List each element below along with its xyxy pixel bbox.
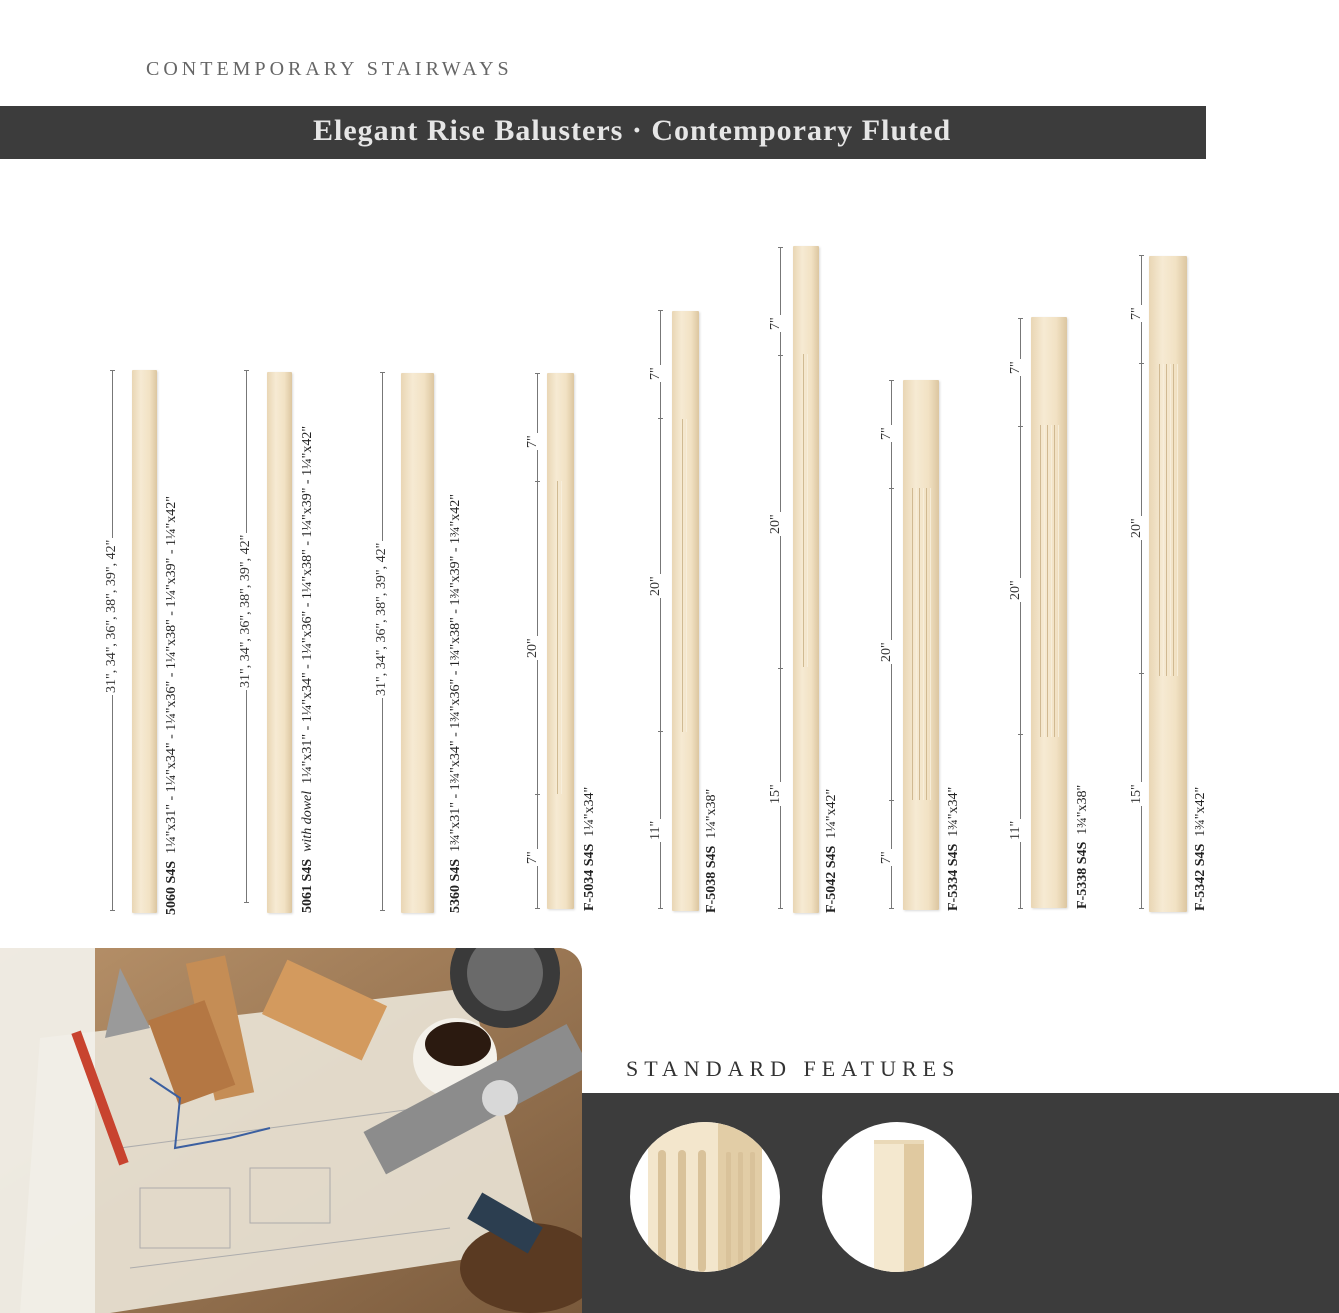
product-code: F-5038 S4S xyxy=(704,845,719,913)
flute xyxy=(1159,364,1164,676)
dimension-tick xyxy=(380,372,385,373)
dimension-tick xyxy=(380,910,385,911)
segment-label: 15" xyxy=(768,784,783,804)
flute xyxy=(803,354,808,667)
segment-label: 11" xyxy=(648,820,663,840)
dimension-tick xyxy=(1018,734,1023,735)
flute xyxy=(926,488,931,800)
dimension-tick xyxy=(1139,255,1144,256)
dimension-tick xyxy=(889,800,894,801)
product-code: 5061 S4S xyxy=(300,858,315,913)
segment-label: 7" xyxy=(768,317,783,330)
dimension-tick xyxy=(1018,318,1023,319)
baluster-image xyxy=(547,373,574,909)
product-spec: 1¼"x31" - 1¼"x34" - 1¼"x36" - 1¼"x38" - 1¼"x39" - 1¼"x42" xyxy=(164,496,179,854)
dimension-tick xyxy=(535,908,540,909)
segment-label: 7" xyxy=(879,851,894,864)
product-spec: 1¼"x42" xyxy=(824,788,839,839)
segment-label: 20" xyxy=(525,638,540,658)
baluster-caption xyxy=(300,426,316,913)
dimension-tick xyxy=(535,794,540,795)
segment-label: 20" xyxy=(648,576,663,596)
dimension-tick xyxy=(110,370,115,371)
dimension-line xyxy=(780,247,781,908)
baluster-caption xyxy=(448,494,464,913)
product-code: 5360 S4S xyxy=(448,858,463,913)
section-kicker: CONTEMPORARY STAIRWAYS xyxy=(146,58,513,80)
dimension-tick xyxy=(1139,673,1144,674)
dimension-tick xyxy=(535,373,540,374)
flute xyxy=(682,419,687,732)
fluted-feature-circle xyxy=(630,1122,780,1272)
baluster-caption xyxy=(164,496,180,915)
dimension-tick xyxy=(1018,426,1023,427)
dimension-tick xyxy=(244,370,249,371)
product-code: F-5338 S4S xyxy=(1075,841,1090,909)
baluster-image xyxy=(267,372,292,913)
flute xyxy=(919,488,924,800)
flute xyxy=(1173,364,1178,676)
dimension-tick xyxy=(658,731,663,732)
fluted-closeup-image xyxy=(630,1122,780,1272)
product-spec: 1¾"x31" - 1¾"x34" - 1¾"x36" - 1¾"x38" - 1¾"x39" - 1¾"x42" xyxy=(448,494,463,852)
workbench-illustration xyxy=(0,948,582,1313)
product-code: F-5034 S4S xyxy=(582,843,597,911)
dimension-tick xyxy=(658,418,663,419)
segment-label: 20" xyxy=(768,514,783,534)
flute xyxy=(1040,425,1045,737)
page-title: Elegant Rise Balusters · Contemporary Fluted xyxy=(313,114,952,147)
dimension-tick xyxy=(778,355,783,356)
product-spec: 1¾"x38" xyxy=(1075,784,1090,835)
workbench-photo xyxy=(0,948,582,1313)
product-code: F-5342 S4S xyxy=(1193,843,1208,911)
product-code: F-5042 S4S xyxy=(824,845,839,913)
baluster-image xyxy=(903,380,939,910)
dimension-tick xyxy=(889,908,894,909)
baluster-image xyxy=(672,311,699,911)
segment-label: 20" xyxy=(1008,580,1023,600)
segment-label: 20" xyxy=(1129,518,1144,538)
dimension-tick xyxy=(778,247,783,248)
baluster-caption xyxy=(824,789,840,913)
dimension-tick xyxy=(535,481,540,482)
baluster-caption xyxy=(1075,785,1091,909)
flute xyxy=(557,481,562,794)
segment-label: 7" xyxy=(648,367,663,380)
segment-label: 7" xyxy=(879,427,894,440)
baluster-caption xyxy=(946,787,962,911)
dowel-note: with dowel xyxy=(300,790,315,852)
dimension-tick xyxy=(778,668,783,669)
product-spec: 1¼"x31" - 1¼"x34" - 1¼"x36" - 1¼"x38" - 1¼"x39" - 1¼"x42" xyxy=(300,425,315,784)
baluster-image xyxy=(132,370,157,913)
plain-feature-circle xyxy=(822,1122,972,1272)
baluster-image xyxy=(793,246,819,913)
baluster-caption xyxy=(704,789,720,913)
dimension-tick xyxy=(1018,908,1023,909)
segment-label: 20" xyxy=(879,642,894,662)
product-code: F-5334 S4S xyxy=(946,843,961,911)
segment-label: 11" xyxy=(1008,820,1023,840)
flute xyxy=(912,488,917,800)
dimension-tick xyxy=(1139,908,1144,909)
flute xyxy=(1047,425,1052,737)
baluster-image xyxy=(1031,317,1067,908)
segment-label: 7" xyxy=(525,435,540,448)
heights-label: 31", 34", 36", 38", 39", 42" xyxy=(104,539,119,693)
baluster-caption xyxy=(582,787,598,911)
segment-label: 7" xyxy=(1008,361,1023,374)
segment-label: 15" xyxy=(1129,784,1144,804)
dimension-line xyxy=(1141,255,1142,908)
dimension-tick xyxy=(889,380,894,381)
dimension-tick xyxy=(1139,363,1144,364)
product-spec: 1¼"x38" xyxy=(704,788,719,839)
baluster-image xyxy=(1149,256,1187,912)
plain-closeup-image xyxy=(822,1122,972,1272)
dimension-tick xyxy=(778,908,783,909)
heights-label: 31", 34", 36", 38", 39", 42" xyxy=(374,542,389,696)
product-code: 5060 S4S xyxy=(164,860,179,915)
dimension-tick xyxy=(658,908,663,909)
dimension-tick xyxy=(244,902,249,903)
flute xyxy=(1054,425,1059,737)
baluster-image xyxy=(401,373,434,913)
segment-label: 7" xyxy=(525,851,540,864)
dimension-tick xyxy=(658,310,663,311)
product-spec: 1¾"x34" xyxy=(946,786,961,837)
dimension-tick xyxy=(110,910,115,911)
product-spec: 1¾"x42" xyxy=(1193,786,1208,837)
heights-label: 31", 34", 36", 38", 39", 42" xyxy=(238,534,253,688)
dimension-tick xyxy=(889,488,894,489)
flute xyxy=(1166,364,1171,676)
product-spec: 1¼"x34" xyxy=(582,786,597,837)
features-title: STANDARD FEATURES xyxy=(626,1056,961,1081)
baluster-caption xyxy=(1193,787,1209,911)
segment-label: 7" xyxy=(1129,307,1144,320)
